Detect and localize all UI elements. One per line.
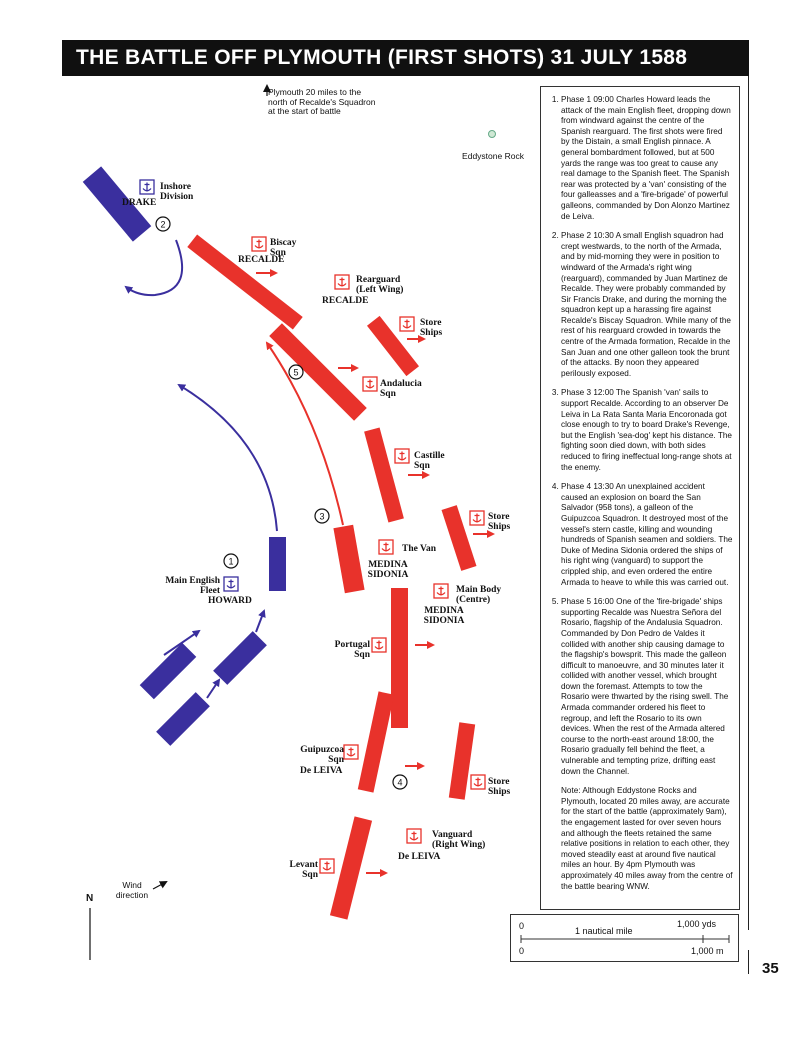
scale-zero-2: 0 bbox=[519, 946, 525, 956]
anchor-icon bbox=[400, 317, 414, 331]
phase-marker-4-label: 4 bbox=[397, 777, 403, 788]
spanish-vanguard bbox=[330, 816, 372, 919]
page-title: THE BATTLE OFF PLYMOUTH (FIRST SHOTS) 31 JULY 1588 bbox=[76, 46, 688, 69]
phase-note-1: 1. Phase 1 09:00 Charles Howard leads the attack of the main English fleet, dropping down from windward against the centre of the Spanish rearguard. The first shots were fired by the Distain, a small English pinnace. A general bombardment followed, but at 500 yards the range was too great to cause any real damage to the Spanish fleet. The Spanish rear was protected by a 'van' consisting of the four galleasses and a 'fire-brigade' of powerful galleons, commanded by Don Alonzo Martinez de Leiva. bbox=[561, 95, 733, 222]
main-body-label: Main Body (Centre) bbox=[456, 585, 502, 605]
anchor-icon bbox=[344, 745, 358, 759]
anchor-icon bbox=[252, 237, 266, 251]
anchor-icon bbox=[471, 775, 485, 789]
anchor-icon bbox=[224, 577, 238, 591]
scale-bar bbox=[510, 914, 739, 962]
note-footer: Note: Although Eddystone Rocks and Plymouth, located 20 miles away, are accurate for the start of the battle (approximately 9am), the engagement lasted for over seven hours and although the fleets retained the same relative positions in relation to each other, they moved steadily east at around five nautical miles an hour. By 4pm Plymouth was approximately 40 miles away from the centre of the battle bearing WNW. bbox=[561, 786, 733, 891]
the-van-label: The Van bbox=[402, 544, 437, 554]
recalde-label-2: RECALDE bbox=[322, 296, 369, 306]
anchor-icon bbox=[372, 638, 386, 652]
spanish-castille-sqn bbox=[364, 428, 404, 523]
main-fleet-label: Main English Fleet bbox=[165, 576, 220, 596]
phase-notes bbox=[540, 86, 740, 910]
advance-arrow bbox=[256, 611, 264, 632]
anchor-icon bbox=[407, 829, 421, 843]
spanish-rearguard bbox=[269, 323, 367, 421]
levant-label: Levant Sqn bbox=[289, 860, 318, 880]
advance-arrow bbox=[207, 680, 219, 698]
rearguard-label: Rearguard (Left Wing) bbox=[356, 275, 404, 295]
recalde-label: RECALDE bbox=[238, 255, 285, 265]
scale-yds: 1,000 yds bbox=[677, 919, 717, 929]
anchor-icon bbox=[434, 584, 448, 598]
spanish-main-body bbox=[391, 588, 408, 728]
english-main-fleet bbox=[269, 537, 286, 591]
de-leiva-label-2: De LEIVA bbox=[398, 852, 441, 862]
portugal-label: Portugal Sqn bbox=[334, 640, 370, 660]
de-leiva-label: De LEIVA bbox=[300, 766, 343, 776]
phase-marker-2-label: 2 bbox=[160, 219, 166, 230]
howard-advance-arrow bbox=[179, 385, 277, 531]
phase-marker-1-label: 1 bbox=[228, 556, 234, 567]
drake-label: DRAKE bbox=[122, 198, 157, 208]
anchor-icon bbox=[395, 449, 409, 463]
spanish-the-van bbox=[333, 525, 364, 593]
anchor-icon bbox=[379, 540, 393, 554]
eddystone-rock-marker bbox=[489, 131, 496, 138]
store-ships-label: Store Ships bbox=[488, 777, 511, 797]
scale-nm: 1 nautical mile bbox=[575, 926, 633, 936]
vanguard-label: Vanguard (Right Wing) bbox=[432, 830, 486, 850]
north-label: N bbox=[86, 893, 94, 904]
medina-sidonia-label: MEDINA SIDONIA bbox=[367, 560, 409, 580]
english-squadron-c bbox=[156, 692, 210, 746]
english-squadron-b bbox=[213, 631, 267, 685]
phase-note-5: 5. Phase 5 16:00 One of the 'fire-brigade' ships supporting Recalde was Nuestra Señora del Rosario, flagship of the Andalusia Squadron. Commanded by Don Pedro de Valdes it collided with another ship causing damage to the flagship's bowsprit. This made the galleon difficult to manoeuvre, and 30 minutes later it collided with another vessel, which brought down the foremast. Attempts to tow the Rosario were thwarted by the rising swell. The Armada commander ordered his fleet to regroup, and left the Rosario to its own devices. When the rest of the Armada altered course to the north-east around 18:00, the Rosario gradually fell behind the fleet, a vulnerable and tempting prize, drifting east down the Channel. bbox=[561, 597, 733, 777]
eddystone-label: Eddystone Rock bbox=[462, 151, 524, 161]
phase-marker-5-label: 5 bbox=[293, 367, 299, 378]
store-ships-label: Store Ships bbox=[488, 512, 511, 532]
andalucia-label: Andalucia Sqn bbox=[380, 379, 422, 399]
phase-note-3: 3. Phase 3 12:00 The Spanish 'van' sails to support Recalde. According to an observer De Leiva in La Rata Santa Maria Encoronada got close enough to try to board Drake's Revenge, but the English 'sea-dog' kept his distance. The fighting soon died down, with both sides reduced to firing ineffectual long-range shots at the enemy. bbox=[561, 388, 733, 473]
phase-note-2: 2. Phase 2 10:30 A small English squadron had crept westwards, to the north of the Armada, and by mid-morning they were in position to windward of the Armada's right wing (rearguard), commanded by Juan Martinez de Recalde. They were probably commanded by Sir Francis Drake, and during the morning the squadron kept up a harassing fire against Recalde's Biscay Squadron. While many of the rest of his rearguard crowded in towards the centre of the Armada formation, Recalde in the San Juan and one other galleon took the brunt of the attacks. By noon they appeared perilously exposed. bbox=[561, 231, 733, 379]
plymouth-note: Plymouth 20 miles to the north of Recalde's Squadron at the start of battle bbox=[268, 87, 376, 116]
anchor-icon bbox=[363, 377, 377, 391]
page-number: 35 bbox=[762, 960, 779, 977]
phase-note-4: 4. Phase 4 13:30 An unexplained accident caused an explosion on board the San Salvador (958 tons), a galleon of the Guipuzcoa Squadron. It destroyed most of the vessel's stern castle, killing and wounding hundreds of Spanish seamen and soldiers. The Duke of Medina Sidonia ordered the ships of his right wing (vanguard) to support the crippled ship, and even ordered the entire Armada to heave to while this was carried out. bbox=[561, 482, 733, 588]
spanish-guipuzcoa-sqn bbox=[358, 691, 394, 792]
howard-label: HOWARD bbox=[208, 596, 252, 606]
anchor-icon bbox=[140, 180, 154, 194]
inshore-division-label: Inshore Division bbox=[160, 182, 194, 202]
wind-label: Wind direction bbox=[115, 880, 149, 900]
anchor-icon bbox=[470, 511, 484, 525]
castille-label: Castille Sqn bbox=[414, 451, 445, 471]
wind-arrow bbox=[153, 882, 166, 889]
phase-marker-3-label: 3 bbox=[319, 511, 325, 522]
anchor-icon bbox=[335, 275, 349, 289]
scale-zero: 0 bbox=[519, 921, 525, 931]
scale-m: 1,000 m bbox=[691, 946, 724, 956]
guipuzcoa-label: Guipuzcoa Sqn bbox=[300, 745, 344, 765]
biscay-label: Biscay Sqn bbox=[270, 238, 297, 258]
drake-turn-arrow bbox=[126, 240, 182, 295]
anchor-icon bbox=[320, 859, 334, 873]
store-ships-label: Store Ships bbox=[420, 318, 443, 338]
medina-sidonia-label-2: MEDINA SIDONIA bbox=[423, 606, 465, 626]
